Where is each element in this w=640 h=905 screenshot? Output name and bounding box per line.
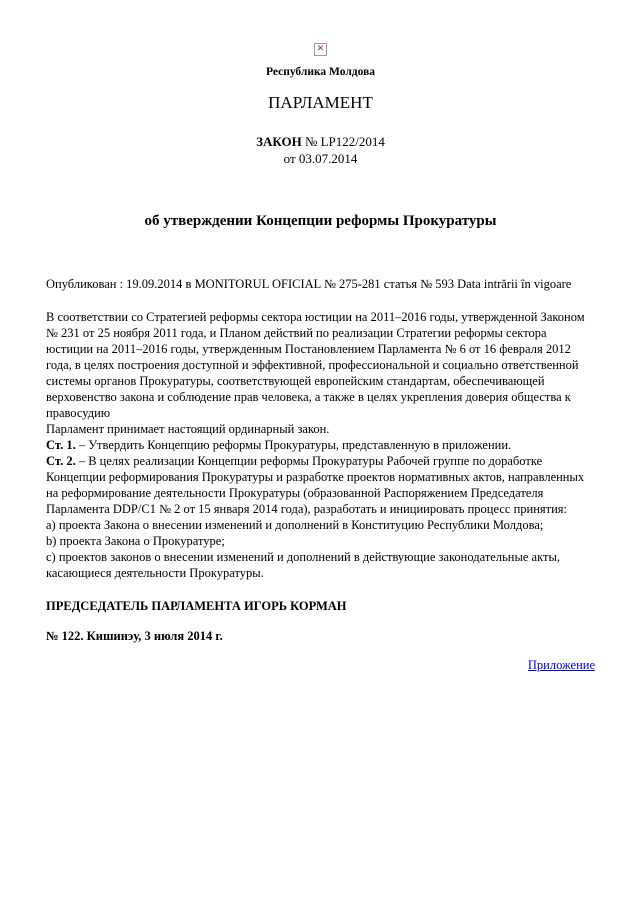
article-1-label: Ст. 1. xyxy=(46,438,76,452)
preamble-paragraph: В соответствии со Стратегией реформы сектора юстиции на 2011–2016 годы, утвержденной Законом № 231 от 25 ноября 2011 года, и Планом действий по реализации Стратегии реформы сектора юстиции на 2011–2016 годы, утвержденным Постановлением Парламента № 6 от 16 февраля 2012 года, в целях построения доступной и эффективной, профессиональной и социально ответственной системы органов Прокуратуры, соответствующей европейским стандартам, обеспечивающей верховенство закона и соблюдение прав человека, а также в целях укрепления доверия общества к правосудию xyxy=(46,310,585,420)
institution-title: ПАРЛАМЕНТ xyxy=(268,93,373,112)
law-reference-line: № 122. Кишинэу, 3 июля 2014 г. xyxy=(46,629,223,643)
list-item-b: b) проекта Закона о Прокуратуре; xyxy=(46,534,225,548)
broken-image-icon: ✕ xyxy=(314,43,327,56)
law-date: от 03.07.2014 xyxy=(283,151,358,166)
list-item-c: c) проектов законов о внесении изменений и дополнений в действующие законодательные акты, касающиеся деятельности Прокуратуры. xyxy=(46,550,561,580)
appendix-link-row xyxy=(46,657,595,673)
article-1-paragraph xyxy=(46,437,595,453)
broken-image-row xyxy=(46,40,595,55)
signature-line: ПРЕДСЕДАТЕЛЬ ПАРЛАМЕНТА ИГОРЬ КОРМАН xyxy=(46,599,347,613)
list-item-a: a) проекта Закона о внесении изменений и дополнений в Конституцию Республики Молдова; xyxy=(46,518,544,532)
law-type-label: ЗАКОН xyxy=(256,134,302,149)
appendix-link[interactable]: Приложение xyxy=(527,658,595,672)
country-label: Республика Молдова xyxy=(265,66,376,78)
law-number: № LP122/2014 xyxy=(301,134,385,149)
article-2-paragraph xyxy=(46,453,595,517)
enactment-paragraph: Парламент принимает настоящий ординарный закон. xyxy=(46,422,330,436)
document-title: об утверждении Концепции реформы Прокуратуры xyxy=(144,213,497,229)
article-1-text: – Утвердить Концепцию реформы Прокуратуры, представленную в приложении. xyxy=(75,438,512,452)
article-2-text: – В целях реализации Концепции реформы Прокуратуры Рабочей группе по доработке Концепции реформирования Прокуратуры и разработке проектов нормативных актов, направленных на реформирование деятельности Прокуратуры (образованной Распоряжением Председателя Парламента DDP/C1 № 2 от 15 января 2014 года), разработать и инициировать процесс принятия: xyxy=(46,454,585,516)
published-line: Опубликован : 19.09.2014 в MONITORUL OFICIAL № 275-281 статья № 593 Data intrării în vigoare xyxy=(46,277,572,291)
document-body xyxy=(46,309,595,581)
law-number-line xyxy=(46,134,595,150)
article-2-label: Ст. 2. xyxy=(46,454,76,468)
